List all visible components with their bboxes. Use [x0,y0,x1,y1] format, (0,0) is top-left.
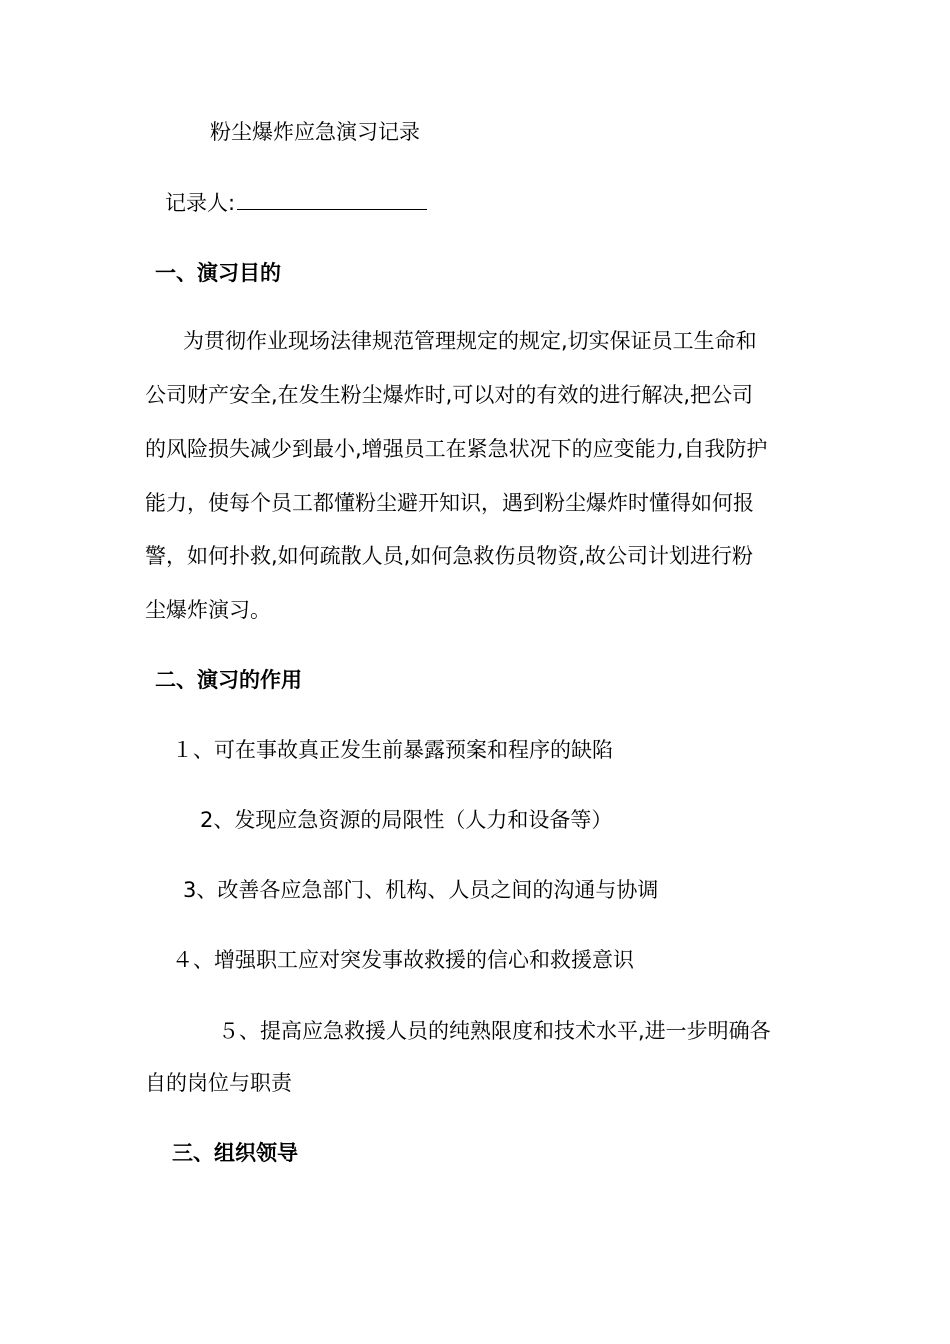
section-2-item-continuation: 自的岗位与职责 [145,1071,292,1095]
section-2-heading: 二、演习的作用 [155,668,302,692]
section-2-item: 2、发现应急资源的局限性（人力和设备等） [200,808,613,832]
section-1-paragraph-line: 公司财产安全,在发生粉尘爆炸时,可以对的有效的进行解决,把公司 [145,383,754,407]
recorder-field [165,188,427,218]
section-2-item: ４、增强职工应对突发事故救援的信心和救援意识 [172,948,634,972]
section-2-item: １、可在事故真正发生前暴露预案和程序的缺陷 [172,738,613,762]
section-2-item: ５、提高应急救援人员的纯熟限度和技术水平,进一步明确各 [218,1019,771,1043]
section-1-paragraph-line: 警，如何扑救,如何疏散人员,如何急救伤员物资,故公司计划进行粉 [145,544,754,568]
section-1-paragraph-line: 的风险损失减少到最小,增强员工在紧急状况下的应变能力,自我防护 [145,437,768,461]
section-1-heading: 一、演习目的 [155,261,281,285]
section-1-paragraph-line: 能力，使每个员工都懂粉尘避开知识，遇到粉尘爆炸时懂得如何报 [145,491,754,515]
section-3-heading: 三、组织领导 [172,1141,298,1165]
document-title: 粉尘爆炸应急演习记录 [210,120,420,144]
section-1-paragraph-line: 尘爆炸演习。 [145,598,271,622]
recorder-blank-line [237,191,427,210]
section-1-paragraph-line: 为贯彻作业现场法律规范管理规定的规定,切实保证员工生命和 [183,329,757,353]
section-2-item: 3、改善各应急部门、机构、人员之间的沟通与协调 [183,878,659,902]
recorder-label: 记录人: [165,191,236,215]
